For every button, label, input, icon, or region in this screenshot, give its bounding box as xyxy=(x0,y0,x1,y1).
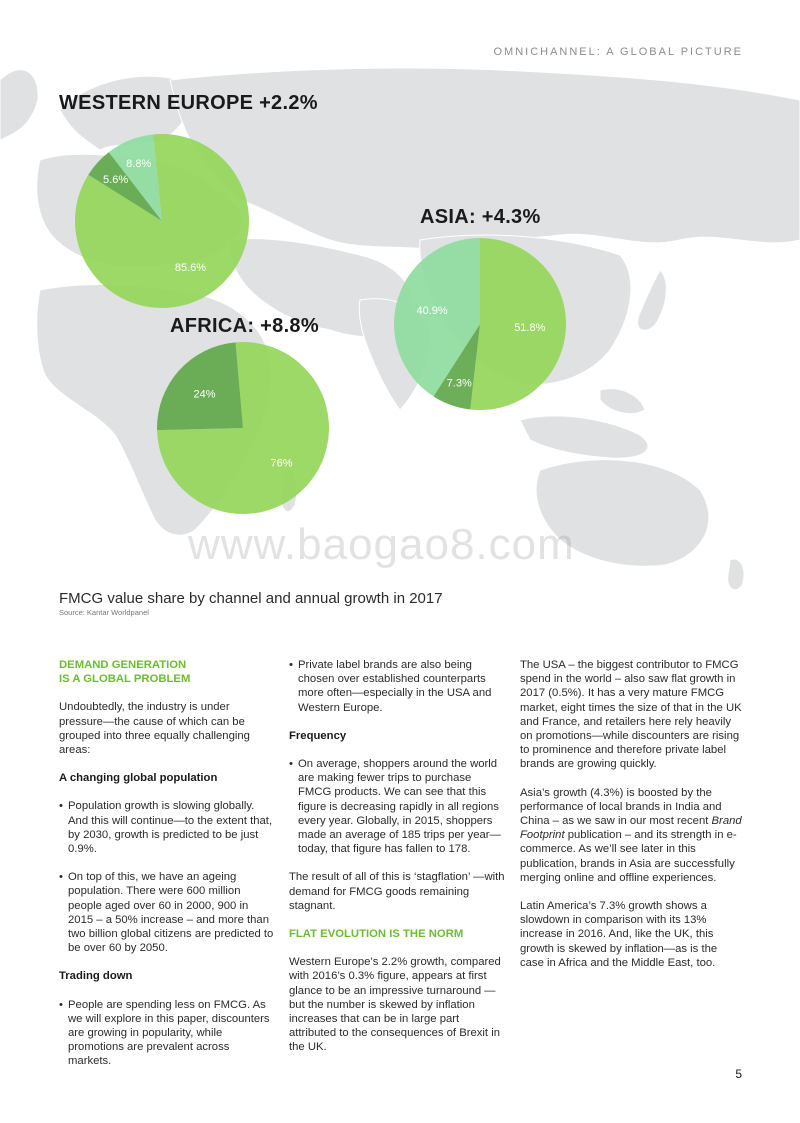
subheading-changing-population: A changing global population xyxy=(59,772,218,785)
bullet-item: • On top of this, we have an ageing population. There were 600 million people aged over 60 in 2000, 900 in 2015 – a 50% increase – and more than two billion global citizens are predicted to be over 60 by 2050. xyxy=(59,871,274,955)
intro-paragraph: Undoubtedly, the industry is under pressure—the cause of which can be grouped into three equally challenging areas: xyxy=(59,701,250,757)
paragraph-stagflation: The result of all of this is ‘stagflation’ —with demand for FMCG goods remaining stagnant. xyxy=(289,871,505,912)
pie-slice-label: 40.9% xyxy=(416,304,448,317)
pie-title-africa: AFRICA: +8.8% xyxy=(170,315,319,337)
bullet-item: • Private label brands are also being chosen over established counterparts more often—especially in the USA and Western Europe. xyxy=(289,659,492,714)
bullet-item: • Population growth is slowing globally. And this will continue—to the extent that, by 2030, growth is predicted to be just 0.9%. xyxy=(59,800,273,856)
paragraph-asia: Asia’s growth (4.3%) is boosted by the performance of local brands in India and China – as we saw in our most recent Brand Footprint publication – and its strength in e-commerce. As we’ll see later in this publication, brands in Asia are successfully merging online and offline experiences. xyxy=(520,786,742,884)
paragraph-western-europe: Western Europe’s 2.2% growth, compared with 2016’s 0.3% figure, appears at first glance to be an impressive turnaround —but the number is skewed by inflation increases that can be in large part attributed to the consequences of Brexit in the UK. xyxy=(289,956,501,1054)
pie-chart-africa xyxy=(157,342,329,514)
page-number: 5 xyxy=(735,1067,742,1081)
subheading-frequency: Frequency xyxy=(289,729,347,742)
pie-slice-label: 51.8% xyxy=(514,321,546,334)
figure-caption: FMCG value share by channel and annual growth in 2017 xyxy=(59,590,443,607)
figure-source: Source: Kantar Worldpanel xyxy=(59,608,149,617)
text-column-1 xyxy=(59,658,274,1083)
pie-slice-label: 24% xyxy=(193,388,216,401)
paragraph-latin-america: Latin America’s 7.3% growth shows a slowdown in comparison with its 13% increase in 2016. And, like the UK, this growth is skewed by inflation—as is the case in Africa and the Middle East, too. xyxy=(520,900,718,969)
pie-title-asia: ASIA: +4.3% xyxy=(420,206,541,228)
pie-title-western-europe: WESTERN EUROPE +2.2% xyxy=(59,92,318,114)
world-map-background xyxy=(0,40,800,600)
pie-slice-label: 7.3% xyxy=(446,377,472,390)
heading-flat-evolution: FLAT EVOLUTION IS THE NORM xyxy=(289,928,464,941)
pie-slice-label: 76% xyxy=(270,457,293,470)
subheading-trading-down: Trading down xyxy=(59,970,133,983)
bullet-item: • People are spending less on FMCG. As we will explore in this paper, discounters are growing in popularity, while promotions are prevalent across markets. xyxy=(59,998,270,1068)
watermark-text: www.baogao8.com xyxy=(188,520,575,569)
pie-chart-western-europe xyxy=(75,134,249,308)
pie-slice-label: 5.6% xyxy=(103,173,129,186)
bullet-item: • On average, shoppers around the world are making fewer trips to purchase FMCG products. We can see that this figure is decreasing rapidly in all regions every year. Globally, in 2015, shoppers made an average of 185 trips per year—today, that figure has fallen to 178. xyxy=(289,758,501,856)
text-column-2 xyxy=(289,658,506,1069)
text-column-3 xyxy=(520,658,742,984)
pie-slice-label: 8.8% xyxy=(126,157,152,170)
paragraph-usa: The USA – the biggest contributor to FMCG spend in the world – also saw flat growth in 2017 (0.5%). It has a very mature FMCG market, eight times the size of that in the UK and France, and retailers here rely heavily on promotions—while discounters are rising to prominence and therefore private label brands are growing quickly. xyxy=(520,659,742,771)
heading-demand-generation: DEMAND GENERATION IS A GLOBAL PROBLEM xyxy=(59,659,191,686)
pie-slice-label: 85.6% xyxy=(174,261,207,274)
section-header: OMNICHANNEL: A GLOBAL PICTURE xyxy=(493,46,743,58)
pie-chart-asia xyxy=(394,238,566,410)
